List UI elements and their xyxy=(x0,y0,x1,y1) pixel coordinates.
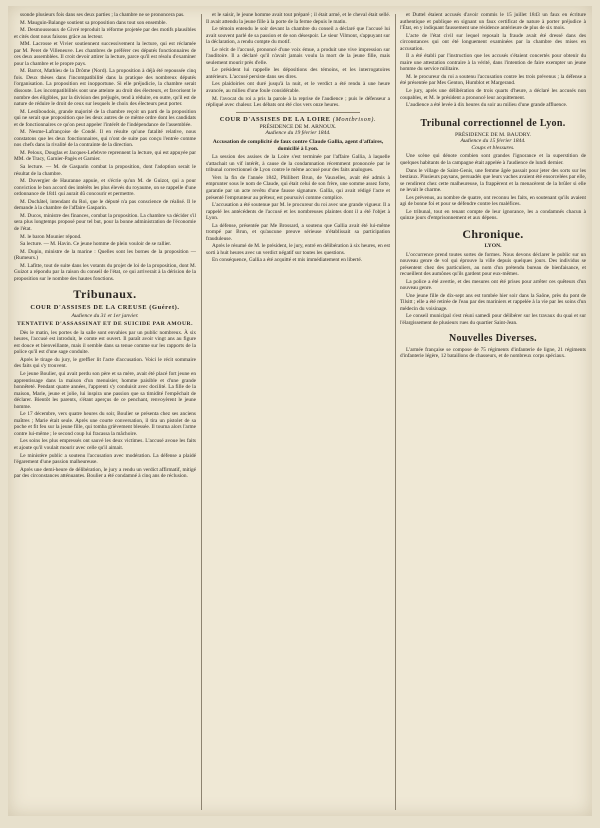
paragraph: Le 17 décembre, vers quatre heures du soir, Boulier se présenta chez ses anciens maîtres ; Marie était seule. Après une courte conversation, il tira un pistolet de sa poche et fit feu sur la jeune fille, qui tomba grièvement blessée. Il tourna alors l'arme contre lui-même ; le second coup lui fracassa la mâchoire. xyxy=(14,411,196,437)
paragraph: ssonde plusieurs fois dans ses deux parties ; la chambre ne se prononcera pas. xyxy=(20,12,185,18)
paragraph: Après une demi-heure de délibération, le jury a rendu un verdict affirmatif, mitigé par des circonstances atténuantes. Boulier a été condamné à cinq ans de réclusion. xyxy=(14,466,196,480)
case-title: Coups et blessures. xyxy=(471,144,515,151)
paragraph: Les prévenus, au nombre de quatre, ont reconnu les faits, en soutenant qu'ils avaient agi de bonne foi et pour se défendre contre les maléfices. xyxy=(400,194,586,208)
paragraph: Le témoin entendu le soir devant la chambre du conseil a déclaré que l'accusé lui avait souvent parlé de sa passion et de son désespoir. Le sieur Vilmont, s'appuyant sur la déclaration, a rendu compte du motif. xyxy=(206,26,390,46)
paragraph: M. l'avocat du roi a pris la parole à la reprise de l'audience ; puis le défenseur a répliqué avec chaleur. Les débats ont été clos vers onze heures. xyxy=(206,95,390,109)
paragraph: Le jeune Boulier, qui avait perdu son père et sa mère, avait été placé fort jeune en apprentissage dans la maison d'un menuisier, homme paisible et d'une grande honnêteté. Pendant quatre années, l'apprenti s'y conduisit avec docilité. La fille de la maison, Marie, jeune et jolie, lui inspira une passion que sa timidité l'empêchait de déclarer. Bientôt les parents, s'étant aperçus de ce penchant, renvoyèrent le jeune homme. xyxy=(14,371,196,410)
court-title: COUR D'ASSISES DE LA LOIRE xyxy=(219,115,331,123)
column-rule xyxy=(395,14,396,810)
paragraph: Le récit de l'accusé, prononcé d'une voix émue, a produit une vive impression sur l'auditoire. Il a déclaré qu'il n'avait jamais voulu la mort de la jeune fille, mais seulement mourir près d'elle. xyxy=(206,46,390,66)
paragraph: M. Dupin, ministre de la marine : Quelles sont les bornes de la proposition — (Rumeurs.) xyxy=(14,248,196,262)
nouvelles-article xyxy=(400,347,586,360)
paragraph: Les plaidoiries ont duré jusqu'à la nuit, et le verdict a été rendu à une heure avancée, au milieu d'une foule considérable. xyxy=(206,81,390,95)
paragraph: Vers la fin de l'année 1842, Philibert Brun, de Vauxelles, avait été admis à emprunter sous le nom de Claude, qui était celui de son frère, une somme assez forte, garantie par un acte revêtu d'une fausse signature. Gallia, qui avait rédigé l'acte et présenté l'emprunteur au prêteur, est poursuivi comme complice. xyxy=(206,174,390,201)
chronique-article xyxy=(400,252,586,327)
court-name xyxy=(206,116,390,123)
article-continued xyxy=(400,12,586,109)
case-title: TENTATIVE D'ASSASSINAT ET DE SUICIDE PAR AMOUR. xyxy=(17,321,193,328)
paragraph: L'armée française se compose de 75 régiments d'infanterie de ligne, 21 régiments d'infanterie légère, 12 bataillons de chasseurs, et de nombreux corps spéciaux. xyxy=(400,346,586,360)
paragraph: Le ministère public a soutenu l'accusation avec modération. La défense a plaidé l'égarement d'une passion malheureuse. xyxy=(14,452,196,466)
paragraph: Le tribunal, tout en tenant compte de leur ignorance, les a condamnés chacun à quinze jours d'emprisonnement et aux dépens. xyxy=(400,208,586,222)
paragraph: Sa lecture. — M. de Gasparin combat la proposition, dont l'adoption serait le résultat de la chambre. xyxy=(14,164,196,177)
paragraph: M. le procureur du roi a soutenu l'accusation contre les trois prévenus ; la défense a été présentée par Mes Genton, Humblot et Margerand. xyxy=(400,73,586,87)
paragraph: M. Lestiboudois, grande majorité de la chambre reçoit un parti de la proposition qui ne serait que proposition que les deux autres de ce même ordre dont les candidats et de fonctionnaires ce qu'on peut appeler l'intérêt de l'indépendance de l'assemblée. xyxy=(14,108,196,128)
column-left xyxy=(14,12,196,812)
paragraph: Il a été établi par l'instruction que les accusés s'étaient concertés pour obtenir du maire une attestation contraire à la vérité, dans l'intention de faire exempter un jeune homme du service militaire. xyxy=(400,53,586,73)
paragraph: Après le tirage du jury, le greffier lit l'acte d'accusation. Voici le récit sommaire des faits qui s'y trouvent. xyxy=(14,356,196,370)
hearing-date: Audience du 15 février 1844. xyxy=(460,138,526,145)
column-middle xyxy=(206,12,390,812)
paragraph: L'occurrence prend toutes sortes de formes. Nous devons déclarer le public sur un nouveau genre de vol qui éprouve la ville depuis quelques jours. Des individus se présentent chez des particuliers, au nom d'un prétendu bureau de bienfaisance, et recueillent des aumônes qu'ils gardent pour eux-mêmes. xyxy=(400,251,586,278)
paragraph: La session des assises de la Loire s'est terminée par l'affaire Gallia, à laquelle s'attachait un vif intérêt, à cause de la condamnation récemment prononcée par le tribunal correctionnel de Lyon contre le même accusé pour des faits analogues. xyxy=(206,154,390,174)
hearing-date: Audience du 19 février 1844. xyxy=(265,130,331,137)
chronique-place: LYON. xyxy=(484,242,502,249)
paragraph: M. Mauguin-Balange soutient sa proposition dans tout son ensemble. xyxy=(20,19,167,26)
paragraph: M. Duvergier de Hauranne appuie, et s'écrie qu'un M. de Guizot, qui a pour conviction le bon accord des intérêts les plus élevés du royaume, on se rappelle d'une ordonnance de 1841 qui aurait dû concourir et permettre. xyxy=(14,178,196,198)
court-name: COUR D'ASSISES DE LA CREUSE (Guéret). xyxy=(30,304,180,312)
paragraph: Après le résumé de M. le président, le jury, entré en délibération à six heures, en est sorti à huit heures avec un verdict négatif sur toutes les questions. xyxy=(206,243,390,256)
paragraph: Une jeune fille de dix-sept ans est tombée hier soir dans la Saône, près du pont de Tilsitt ; elle a été retirée de l'eau par des mariniers et rappelée à la vie par les soins d'un médecin du voisinage. xyxy=(400,292,586,312)
paragraph: Le président lui rappelle les dépositions des témoins, et les interrogatoires antérieurs. L'accusé persiste dans ses dires. xyxy=(206,67,390,80)
paragraph: La police a été avertie, et des mesures ont été prises pour arrêter ces quêteurs d'un nouveau genre. xyxy=(400,278,586,292)
paragraph: Le conseil municipal s'est réuni samedi pour délibérer sur les travaux du quai et sur l'élargissement de plusieurs rues du quartier Saint-Jean. xyxy=(400,313,586,326)
paragraph: M. Ducos, ministre des finances, combat la proposition. La chambre va décider s'il sera plus longtemps proposé pour tel but, pour la bonne administration de l'économie de l'état. xyxy=(14,212,196,232)
court-place: (Montbrison). xyxy=(332,115,377,123)
article-continued xyxy=(206,12,390,109)
paragraph: En conséquence, Gallia a été acquitté et mis immédiatement en liberté. xyxy=(212,257,363,264)
paragraph: Dès le matin, les portes de la salle sont envahies par un public nombreux. À six heures, l'accusé est introduit, le comte est ouvert. Il paraît avoir vingt ans au figure est douce et bienveillante, mais il semble dans sa tenue comme sur les rapports de la police qu'il est d'une sage conduite. xyxy=(14,329,196,356)
parliament-report xyxy=(14,12,196,282)
court-president: PRÉSIDENCE DE M. BAUDRY. xyxy=(455,131,531,138)
paragraph: Une scène qui dénote combien sont grandes l'ignorance et la superstition de quelques habitants de la campagne était appelée à l'audience de lundi dernier. xyxy=(400,153,586,166)
paragraph: L'accusation a été soutenue par M. le procureur du roi avec une grande vigueur. Il a rappelé les antécédents de l'accusé et les nombreuses plaintes dont il a été l'objet à Lyon. xyxy=(206,202,390,222)
paragraph: et Duttel étaient accusés d'avoir commis le 15 juillet 1843 un faux en écriture authentique et publique en signant un faux certificat de nature à porter préjudice à l'État, en y indiquant faussement une résidence antérieure de plus de six mois. xyxy=(400,12,586,32)
hearing-date: Audience du 31 et 1er janvier. xyxy=(71,312,139,319)
paragraph: Dans le village de Saint-Genis, une femme âgée passait pour jeter des sorts sur les bestiaux. Plusieurs paysans, persuadés que leurs vaches avaient été ensorcelées par elle, se rendirent chez cette malheureuse, la frappèrent et la menacèrent de la brûler si elle ne levait le charme. xyxy=(400,167,586,194)
case-title: Accusation de complicité de faux contre Claude Gallia, agent d'affaires, domicilié à Lyon. xyxy=(212,139,384,152)
paragraph: M. Desmousseaux de Givré reproduit la réforme projetée par des motifs plausibles et cités dont nous faisons grâce au lecteur. xyxy=(14,27,196,40)
section-title-nouvelles: Nouvelles Diverses. xyxy=(449,332,537,344)
divider xyxy=(236,112,360,113)
paragraph: M. Duchâtel, intendant du Roi, que le député n'a pas conscience de réalisé. Il le demande à la chambre de l'affaire Gasparin. xyxy=(14,198,196,212)
paragraph: Le jury, après une délibération de trois quarts d'heure, a déclaré les accusés non coupables, et M. le président a prononcé leur acquittement. xyxy=(400,88,586,101)
tribunaux-article xyxy=(14,330,196,480)
paragraph: Les soins les plus empressés ont sauvé les deux victimes. L'accusé avoue les faits et ajoute qu'il voulait mourir avec celle qu'il aimait. xyxy=(14,438,196,452)
paragraph: L'audience a été levée à dix heures du soir au milieu d'une grande affluence. xyxy=(406,102,568,109)
paragraph: M. Lafitte, tout de suite dans les votants du projet de loi de la proposition, dont M. Guizot a répondu par la raison du conseil de l'état, ce qui arriverait à la dérision de la proposition sur le nombre des hautes fonctions. xyxy=(14,262,196,282)
paragraph: et le saisir, le jeune homme avait tout préparé ; il était armé, et le cheval était sellé. Il avait attendu la jeune fille à la porte de la ferme depuis le matin. xyxy=(206,12,390,25)
paragraph: M. Barrot, Mathieu de la Drôme (Nord). La proposition à déjà été repoussée cinq fois. Deux thèses dans l'incompatibilité dans la pratique des nombreux députés l'organisation. La proposition est inopportune. Si elle préjudicie, la chambre serait dissoute. Les incompatibilités sont une atteinte au droit des électeurs, et favorisent le nombre des éligibles, par la division des préjugés, tend à réduire, en outre, qu'il est de nature de réduire le droit de ceux sur lesquels le choix des électeurs peut porter. xyxy=(14,68,196,108)
section-title-chronique: Chronique. xyxy=(462,226,524,241)
section-title-tribunaux: Tribunaux. xyxy=(73,287,137,302)
paragraph: La défense, présentée par Me Brossard, a soutenu que Gallia avait été lui-même trompé par Brun, et qu'aucune preuve sérieuse n'établissait sa participation frauduleuse. xyxy=(206,222,390,242)
paragraph: MM. Lacrosse et Vivier soutiennent successivement la lecture, qui est réclamée par M. Peret de Villeneuve. Les chambres de préférer ces députés fonctionnaires de ces deux assemblées. Il croit devoir attirer la lecture, parce qu'il est résolu d'examiner pour la chambre et le propre pays. xyxy=(14,41,196,67)
paragraph: M. le baron Mounier répond. xyxy=(20,233,82,240)
paragraph: M. Nesme-Lafrançoise de Condé. Il en résulte qu'une fatalité relative, nous constatons que les deux fonctionnaires, qui n'ont de suite pas conçu l'entrée comme nos chefs dans la rivalité de la contrainte de la direction. xyxy=(14,129,196,149)
tribunal-article xyxy=(400,153,586,221)
newspaper-page xyxy=(8,6,592,816)
cour-article xyxy=(206,154,390,264)
paragraph: M. Peloux, Douglas et Jacques-Lefebvre reprennent la lecture, qui est appuyée par MM. de Tracy, Garnier-Pagès et Garnier. xyxy=(14,149,196,163)
paragraph: L'acte de l'état civil sur lequel reposait la fraude avait été dressé dans des circonstances qui ont été longuement examinées par la chambre des mises en accusation. xyxy=(400,32,586,52)
column-rule xyxy=(201,14,202,810)
column-right xyxy=(400,12,586,812)
section-title-tribunal-correctionnel: Tribunal correctionnel de Lyon. xyxy=(420,117,566,129)
court-president: PRÉSIDENCE DE M. ARNOUX. xyxy=(259,123,337,130)
paragraph: Sa lecture. — M. Havin. Ce jeune homme de plein vouloir de se rallier. xyxy=(20,241,172,248)
